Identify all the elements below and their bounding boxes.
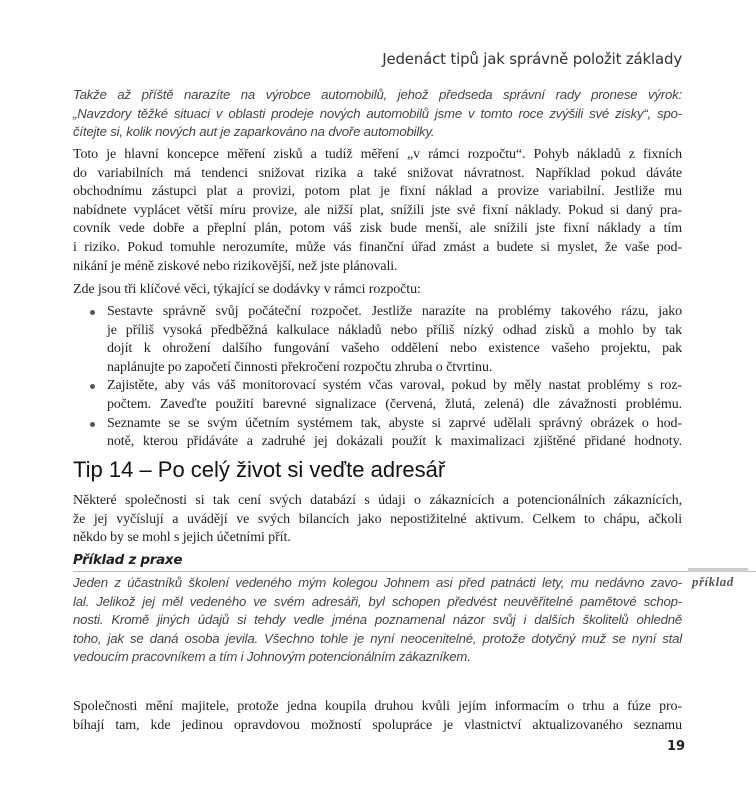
text-line: notě, kterou přidáváte a zadruhé jej dokázali použít k maximalizaci zjištěné přidané hodnoty. [107, 434, 682, 450]
paragraph-budget-concept [73, 146, 682, 276]
example-text [73, 574, 682, 667]
page-number: 19 [667, 739, 686, 754]
text-line: že jej vyčíslují a uvádějí ve svých bilancích jako nepostižitelné aktivum. Celkem to chápu, ačkoli [73, 511, 682, 527]
text-line: Jeden z účastníků školení vedeného mým kolegou Johnem asi před patnácti lety, mu nedávno zavo- [73, 575, 682, 590]
text-line: někdo by se mohl s jejich účetními přít. [73, 530, 291, 546]
text-line: Společnosti mění majitele, protože jedna koupila druhou kvůli jejím informacím o trhu a fúze pro- [73, 699, 682, 714]
side-label-bar [688, 568, 748, 572]
text-line: do variabilních má tendenci snižovat rizika a také snižovat návratnost. Například pokud dáváte [73, 165, 682, 181]
paragraph-companies [73, 698, 682, 735]
list-item [90, 377, 682, 414]
text-line: „Navzdory těžké situaci v oblasti prodeje nových automobilů jsme v tomto roce zvýšili své zisky“, spo- [73, 105, 682, 121]
section-heading: Tip 14 – Po celý život si veďte adresář [73, 457, 446, 482]
text-line: covník vede dobře a přeplní plán, potom váš zisk bude menší, ale snížili jste fixní náklady a tím [73, 221, 682, 237]
example-divider [73, 571, 756, 572]
text-line: Zajistěte, aby vás váš monitorovací systém včas varoval, pokud by měly nastat problémy s roz- [107, 378, 682, 394]
running-header: Jedenáct tipů jak správně položit základy [382, 50, 682, 68]
text-line: Takže až příště narazíte na výrobce automobilů, jehož předseda správní rady pronese výrok: [73, 87, 682, 102]
text-line: obchodnímu zástupci plat a provizi, potom plat je fixní náklad a provize variabilní. Jestliže mu [73, 184, 682, 200]
text-line: vedoucím pracovníkem a tím i Johnovým potencionálním zákazníkem. [73, 649, 471, 664]
bullet-list [90, 303, 682, 452]
text-line: počtem. Zaveďte použití barevné signalizace (červená, žlutá, zelená) dle závažnosti problému. [107, 396, 682, 412]
bullet-icon [90, 310, 95, 315]
text-line: čítejte si, kolik nových aut je zaparkováno na dvoře automobilky. [73, 124, 435, 139]
text-line: nabídnete vyplácet větší míru provize, ale nižší plat, snížili jste své fixní náklady. Pokud si daný pra- [73, 202, 682, 218]
text-line: nosti. Kromě jiných údajů si tehdy vedle jména poznamenal názor svůj i dalších školitelů ohledně [73, 612, 682, 627]
example-side-label: příklad [692, 574, 734, 589]
text-line: Seznamte se se svým účetním systémem tak, abyste si zaprvé udělali správný obrázek o hod- [107, 415, 682, 431]
bullet-icon [90, 422, 95, 427]
paragraph-key-points-intro [73, 281, 682, 300]
text-line: bíhají tam, kde jedinou opravdovou možností spolupráce je vlastnictví aktualizovaného seznamu [73, 717, 682, 733]
list-item [90, 303, 682, 377]
text-line: dojít k ohrožení dalšího fungování vašeho oddělení nebo existence vašeho projektu, pak [107, 341, 682, 357]
text-line: je příliš vysoká předběžná kalkulace nákladů nebo příliš nízký odhad zisků a mohlo by tak [107, 322, 682, 338]
list-item [90, 415, 682, 452]
example-title: Příklad z praxe [73, 552, 183, 568]
intro-italic-paragraph [73, 86, 682, 142]
text-line: toho, jak se daná osoba jevila. Všechno tohle je nyní neocenitelné, protože dotyčný muž se nyní stal [73, 630, 682, 646]
text-line: Některé společnosti si tak cení svých databází s údaji o zákaznících a potencionálních zákaznících, [73, 493, 682, 508]
text-line: lal. Jelikož jej měl vedeného ve svém adresáři, byl schopen předvést neuvěřitelné pamětové schop- [73, 593, 682, 609]
bullet-icon [90, 384, 95, 389]
text-line: Toto je hlavní koncepce měření zisků a tudíž měření „v rámci rozpočtu“. Pohyb nákladů z fixních [73, 147, 682, 162]
text-line: Sestavte správně svůj počáteční rozpočet. Jestliže narazíte na problémy takového rázu, jako [107, 304, 682, 319]
text-line: i riziko. Pokud tomuhle nerozumíte, může vás finanční úřad zmást a budete si myslet, že vaše pod- [73, 239, 682, 255]
text-line: nikání je méně ziskové nebo rizikovější, než jste plánovali. [73, 258, 398, 274]
text-line: Zde jsou tři klíčové věci, týkající se dodávky v rámci rozpočtu: [73, 282, 421, 297]
text-line: naplánujte po započetí činnosti překročení rozpočtu zhruba o čtvrtinu. [107, 359, 493, 375]
paragraph-address-book [73, 492, 682, 548]
